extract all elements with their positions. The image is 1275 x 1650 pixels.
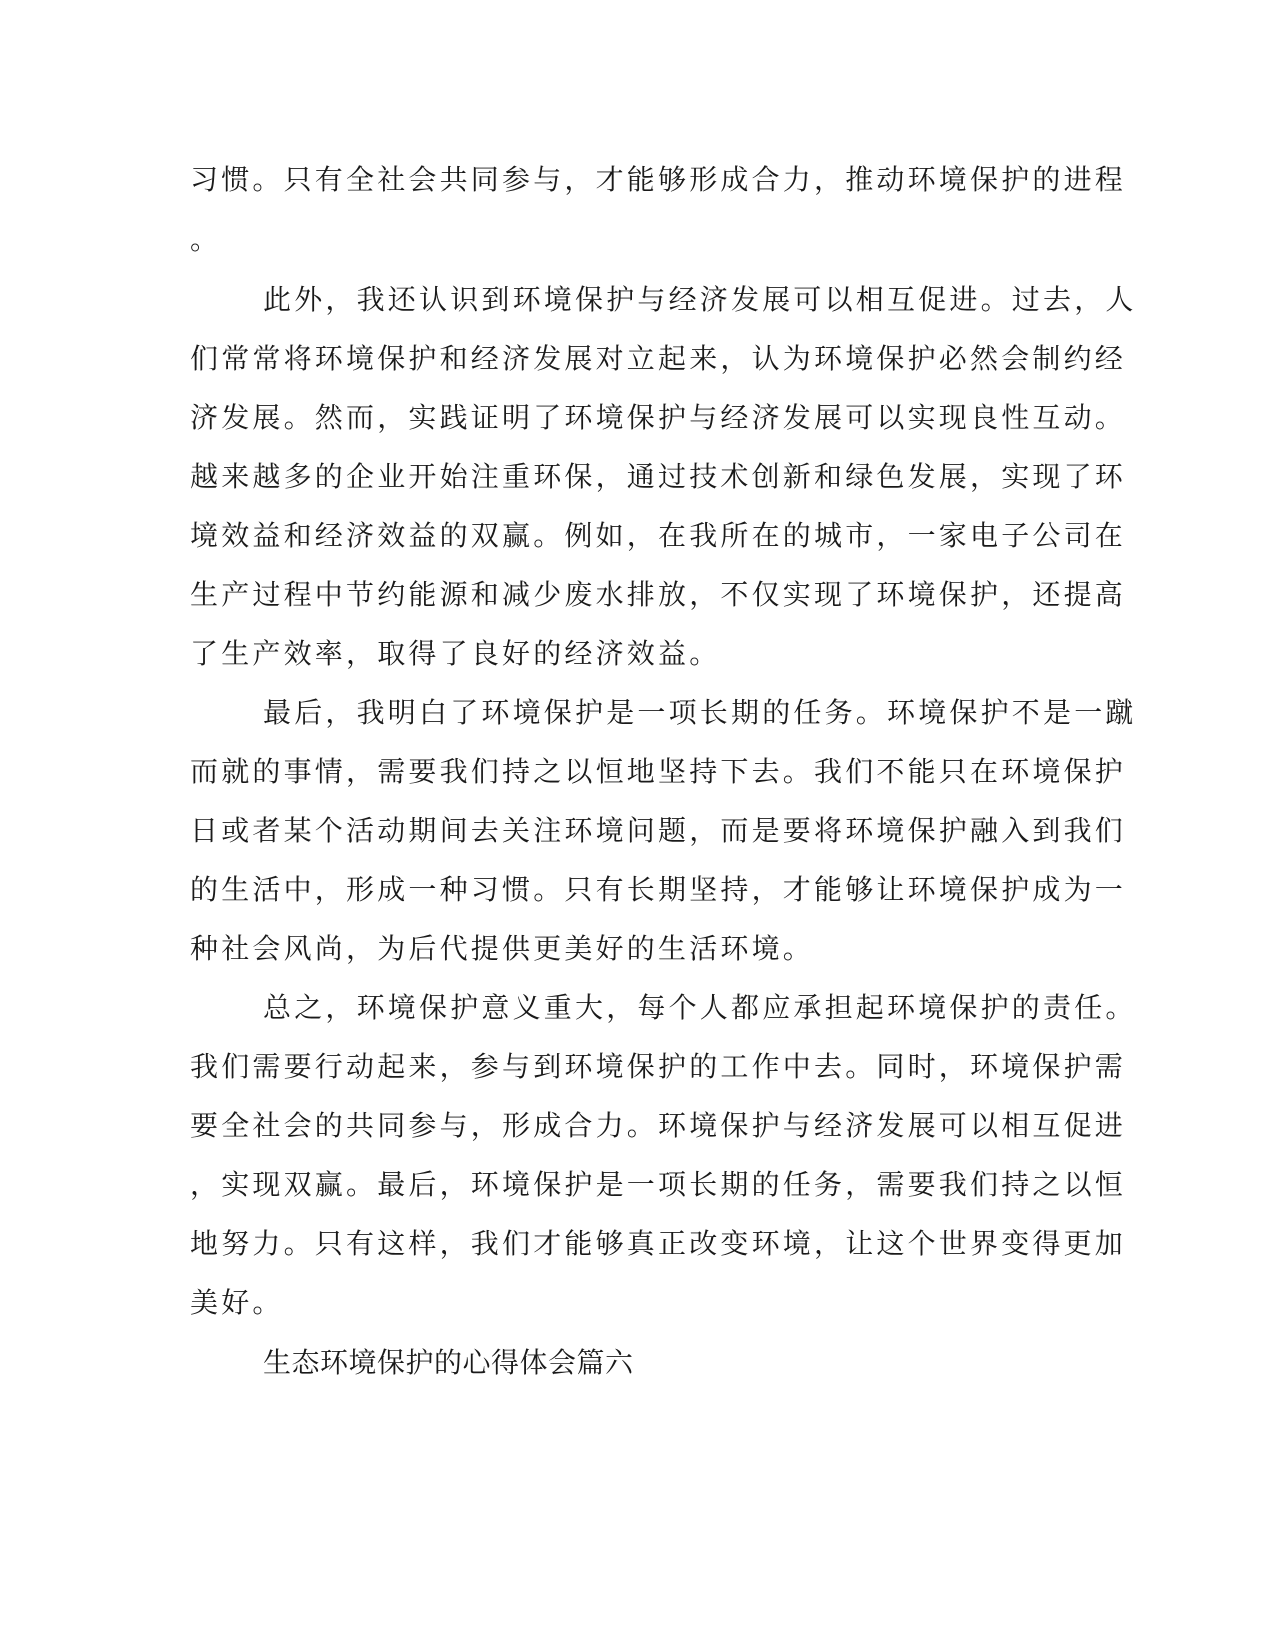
text-line: 种社会风尚，为后代提供更美好的生活环境。	[190, 932, 815, 965]
text-line: 境效益和经济效益的双赢。例如，在我所在的城市，一家电子公司在	[190, 519, 1127, 552]
text-line: 我们需要行动起来，参与到环境保护的工作中去。同时，环境保护需	[190, 1050, 1127, 1083]
text-line: 而就的事情，需要我们持之以恒地坚持下去。我们不能只在环境保护	[190, 755, 1127, 788]
section-heading: 生态环境保护的心得体会篇六	[263, 1346, 634, 1379]
text-line: 济发展。然而，实践证明了环境保护与经济发展可以实现良性互动。	[190, 401, 1127, 434]
text-line: 要全社会的共同参与，形成合力。环境保护与经济发展可以相互促进	[190, 1109, 1127, 1142]
text-line: 越来越多的企业开始注重环保，通过技术创新和绿色发展，实现了环	[190, 460, 1127, 493]
text-line: 了生产效率，取得了良好的经济效益。	[190, 637, 721, 670]
text-line: 日或者某个活动期间去关注环境问题，而是要将环境保护融入到我们	[190, 814, 1127, 847]
text-line: 。	[190, 223, 222, 256]
paragraph-first-line: 最后，我明白了环境保护是一项长期的任务。环境保护不是一蹴	[263, 696, 1137, 729]
paragraph-first-line: 此外，我还认识到环境保护与经济发展可以相互促进。过去，人	[263, 283, 1137, 316]
paragraph-first-line: 总之，环境保护意义重大，每个人都应承担起环境保护的责任。	[263, 991, 1137, 1024]
text-line: 们常常将环境保护和经济发展对立起来，认为环境保护必然会制约经	[190, 342, 1127, 375]
text-line: 地努力。只有这样，我们才能够真正改变环境，让这个世界变得更加	[190, 1227, 1127, 1260]
text-line: 生产过程中节约能源和减少废水排放，不仅实现了环境保护，还提高	[190, 578, 1127, 611]
text-line: 的生活中，形成一种习惯。只有长期坚持，才能够让环境保护成为一	[190, 873, 1127, 906]
text-line: ，实现双赢。最后，环境保护是一项长期的任务，需要我们持之以恒	[190, 1168, 1127, 1201]
text-line: 美好。	[190, 1286, 284, 1319]
text-line: 习惯。只有全社会共同参与，才能够形成合力，推动环境保护的进程	[190, 163, 1127, 196]
